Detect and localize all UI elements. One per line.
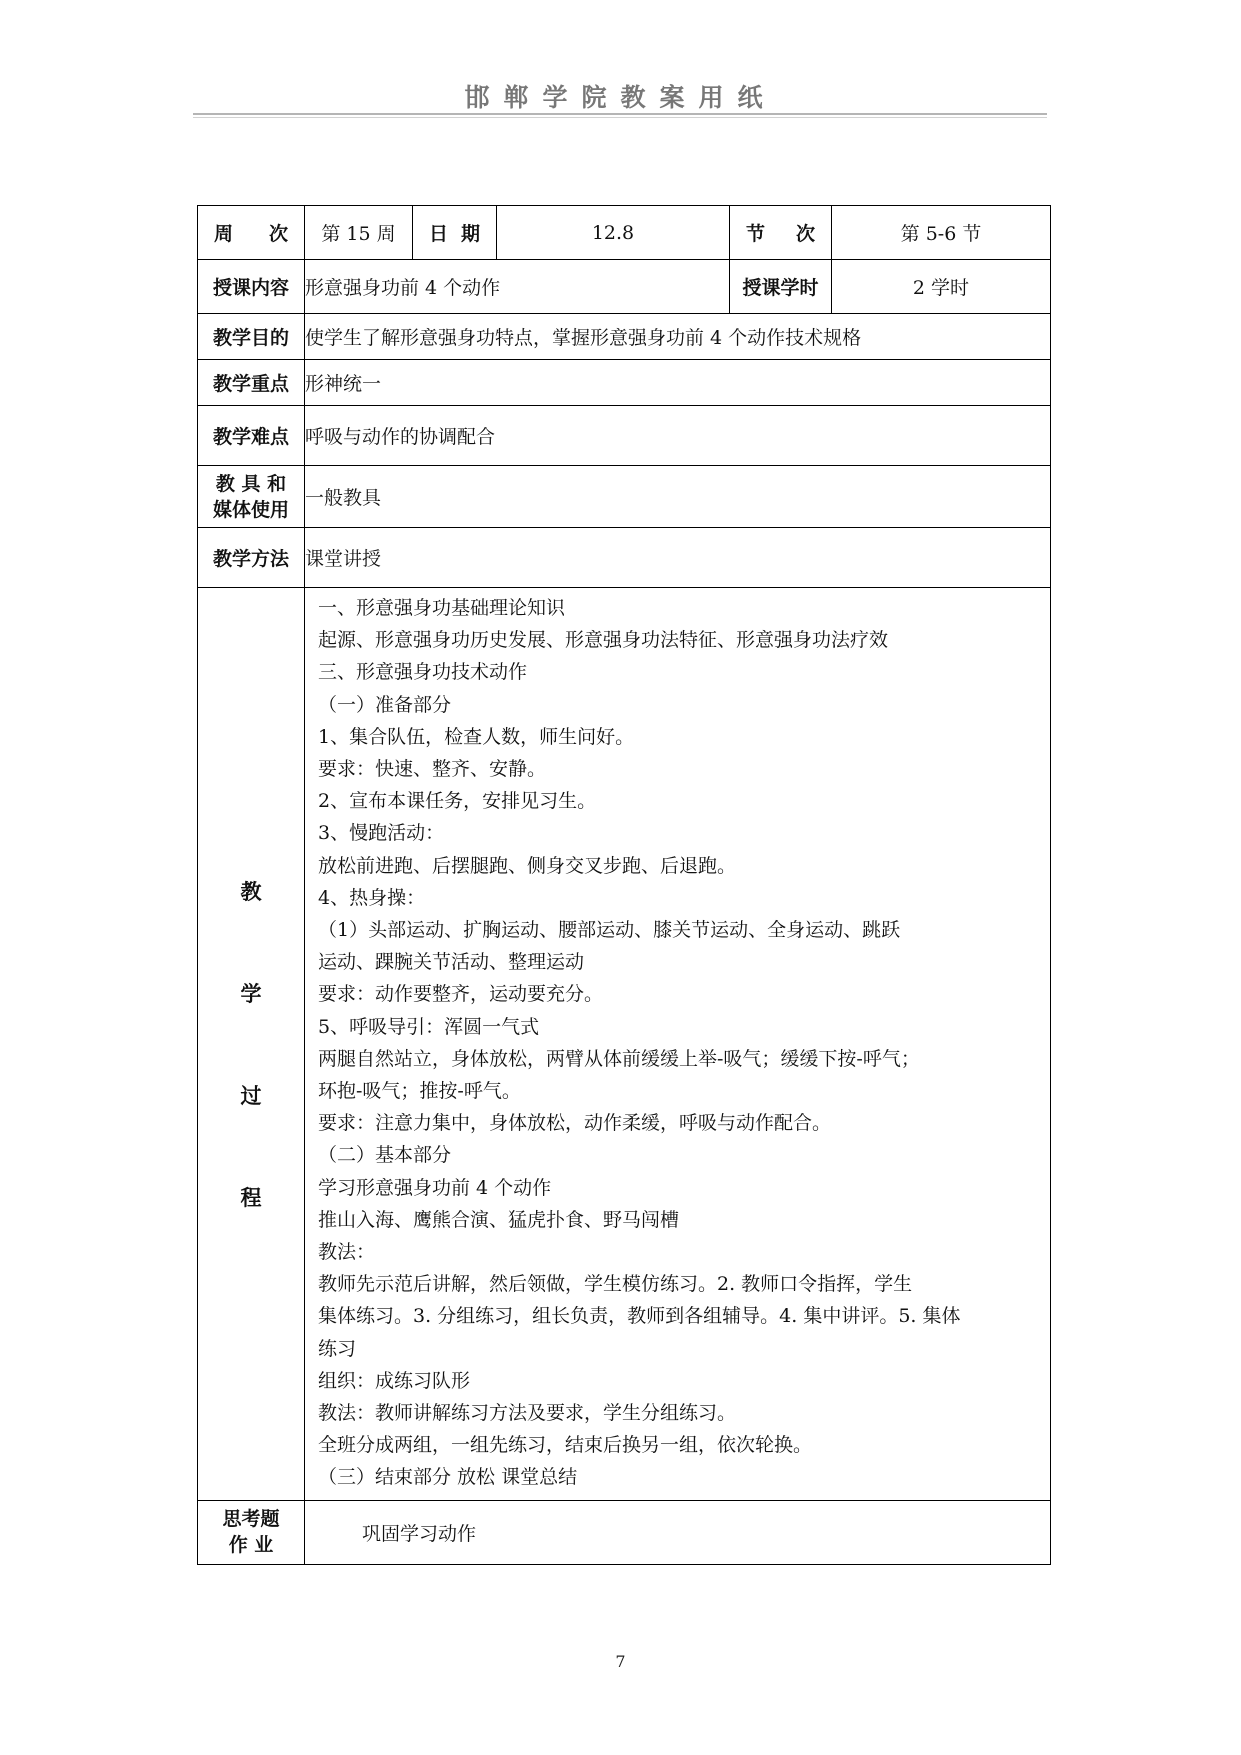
process-line: （1）头部运动、扩胸运动、腰部运动、膝关节运动、全身运动、跳跃	[318, 919, 901, 942]
row-process	[198, 588, 1051, 1501]
process-line: 教法：	[318, 1241, 376, 1264]
process-line: 5、呼吸导引：浑圆一气式	[318, 1015, 540, 1038]
header-rule	[193, 113, 1047, 115]
difficulty-label: 教学难点	[198, 406, 305, 466]
media-value: 一般教具	[305, 466, 1051, 528]
lesson-plan-table	[197, 205, 1051, 1565]
process-line: （三）结束部分 放松 课堂总结	[318, 1466, 578, 1489]
process-label-char: 学	[240, 981, 262, 1006]
process-label-char: 程	[240, 1185, 262, 1210]
content-label: 授课内容	[198, 260, 305, 314]
difficulty-value: 呼吸与动作的协调配合	[305, 406, 1051, 466]
media-label	[198, 466, 305, 528]
process-line: 起源、形意强身功历史发展、形意强身功法特征、形意强身功法疗效	[318, 629, 889, 652]
process-line: 运动、踝腕关节活动、整理运动	[318, 951, 585, 974]
homework-label	[198, 1500, 305, 1564]
week-label: 周 次	[198, 206, 305, 260]
page-number: 7	[615, 1652, 626, 1671]
header-rule-thin	[193, 117, 1047, 118]
process-line: 练习	[318, 1337, 357, 1360]
key-point-label: 教学重点	[198, 360, 305, 406]
process-body	[305, 588, 1051, 1501]
method-label: 教学方法	[198, 528, 305, 588]
date-label: 日 期	[413, 206, 497, 260]
row-objective	[198, 314, 1051, 360]
process-label-char: 过	[240, 1083, 262, 1108]
page-header: 邯郸学院教案用纸	[464, 83, 777, 112]
process-line: 教法：教师讲解练习方法及要求，学生分组练习。	[318, 1402, 737, 1425]
process-line: 环抱-吸气；推按-呼气。	[318, 1080, 521, 1103]
process-line: 全班分成两组，一组先练习，结束后换另一组，依次轮换。	[318, 1434, 813, 1457]
media-label-line2: 媒体使用	[212, 498, 289, 521]
section-value: 第 5-6 节	[832, 206, 1051, 260]
process-line: 要求：快速、整齐、安静。	[318, 758, 547, 781]
row-key-point	[198, 360, 1051, 406]
row-content	[198, 260, 1051, 314]
row-homework	[198, 1500, 1051, 1564]
process-line: 要求：动作要整齐，运动要充分。	[318, 983, 604, 1006]
process-line: 三、形意强身功技术动作	[318, 661, 528, 684]
media-label-line1: 教 具 和	[215, 472, 287, 495]
content-value: 形意强身功前 4 个动作	[305, 260, 730, 314]
process-line: 两腿自然站立，身体放松，两臂从体前缓缓上举-吸气；缓缓下按-呼气；	[318, 1047, 920, 1070]
process-line: 集体练习。3. 分组练习，组长负责，教师到各组辅导。4. 集中讲评。5. 集体	[318, 1305, 961, 1328]
row-week	[198, 206, 1051, 260]
method-value: 课堂讲授	[305, 528, 1051, 588]
section-label: 节 次	[730, 206, 832, 260]
row-method	[198, 528, 1051, 588]
process-line: 4、热身操：	[318, 886, 426, 909]
objective-value: 使学生了解形意强身功特点，掌握形意强身功前 4 个动作技术规格	[305, 314, 1051, 360]
hours-label: 授课学时	[730, 260, 832, 314]
process-line: 放松前进跑、后摆腿跑、侧身交叉步跑、后退跑。	[318, 854, 737, 877]
process-line: 推山入海、鹰熊合演、猛虎扑食、野马闯槽	[318, 1208, 680, 1231]
process-line: 学习形意强身功前 4 个动作	[318, 1176, 552, 1199]
week-value: 第 15 周	[305, 206, 413, 260]
process-line: 1、集合队伍，检查人数，师生问好。	[318, 725, 635, 748]
process-line: 2、宣布本课任务，安排见习生。	[318, 790, 597, 813]
process-label	[198, 588, 305, 1501]
process-line: 要求：注意力集中，身体放松，动作柔缓，呼吸与动作配合。	[318, 1112, 832, 1135]
process-line: 教师先示范后讲解，然后领做，学生模仿练习。2. 教师口令指挥，学生	[318, 1273, 913, 1296]
key-point-value: 形神统一	[305, 360, 1051, 406]
process-line: 组织：成练习队形	[318, 1369, 471, 1392]
homework-value: 巩固学习动作	[305, 1500, 1051, 1564]
process-label-char: 教	[240, 879, 262, 904]
objective-label: 教学目的	[198, 314, 305, 360]
process-line: （一）准备部分	[318, 693, 452, 716]
process-line: （二）基本部分	[318, 1144, 452, 1167]
row-difficulty	[198, 406, 1051, 466]
hours-value: 2 学时	[832, 260, 1051, 314]
date-value: 12.8	[497, 206, 730, 260]
homework-label-line1: 思考题	[222, 1508, 280, 1531]
process-line: 一、形意强身功基础理论知识	[318, 597, 566, 619]
homework-label-line2: 作 业	[228, 1534, 274, 1557]
process-line: 3、慢跑活动：	[318, 822, 445, 845]
row-media	[198, 466, 1051, 528]
